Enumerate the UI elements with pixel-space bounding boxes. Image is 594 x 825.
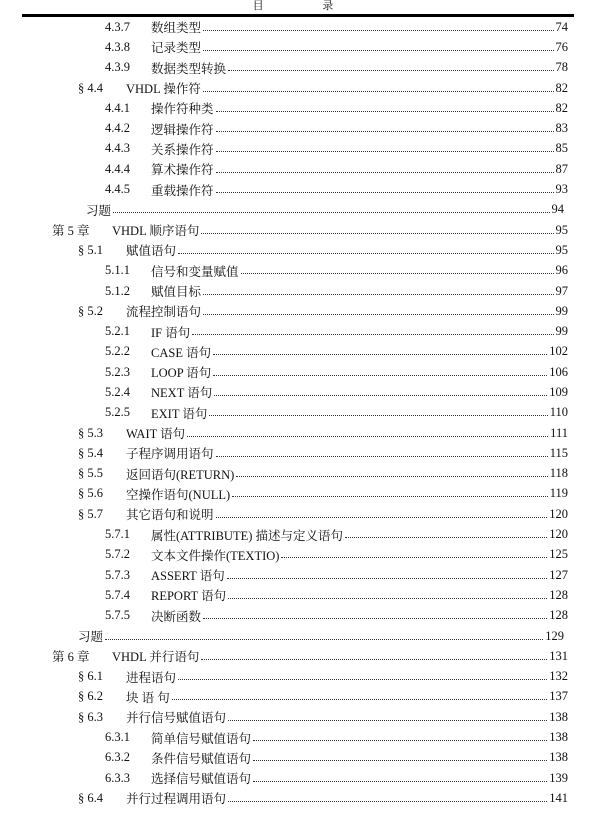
toc-entry-number: § 6.1: [78, 669, 103, 684]
toc-entry-title: LOOP 语句: [151, 366, 212, 381]
toc-entry-number: 5.7.5: [105, 608, 130, 623]
toc-entry-number: § 4.4: [78, 80, 103, 95]
toc-entry-title: 子程序调用语句: [126, 447, 214, 462]
toc-entry[interactable]: [0, 504, 594, 524]
toc-entry-number: § 6.3: [78, 709, 103, 724]
toc-entry-number: 第 5 章: [52, 224, 90, 239]
dot-leader: [213, 354, 547, 355]
toc-entry-page-number: 120: [549, 506, 568, 521]
toc-entry-title: ASSERT 语句: [151, 569, 225, 584]
toc-entry-title: 逻辑操作符: [151, 122, 214, 137]
toc-entry-title: 文本文件操作(TEXTIO): [151, 548, 280, 563]
dot-leader: [203, 294, 553, 295]
toc-entry-page-number: 94: [551, 202, 564, 217]
dot-leader: [216, 111, 554, 112]
toc-entry-number: 5.2.5: [105, 405, 130, 420]
toc-entry-title: CASE 语句: [151, 345, 212, 360]
toc-entry-title: 习题: [86, 203, 112, 218]
toc-entry[interactable]: [0, 727, 594, 747]
toc-entry-page-number: 96: [555, 263, 568, 278]
dot-leader: [113, 212, 549, 213]
toc-entry[interactable]: [0, 98, 594, 118]
toc-entry-number: § 6.2: [78, 689, 103, 704]
toc-entry-title: VHDL 并行语句: [112, 650, 200, 665]
toc-entry-page-number: 139: [549, 770, 568, 785]
dot-leader: [216, 456, 548, 457]
toc-entry[interactable]: [0, 342, 594, 362]
toc-entry-page-number: 109: [549, 384, 568, 399]
toc-entry-title: 关系操作符: [151, 142, 214, 157]
toc-entry[interactable]: [0, 464, 594, 484]
toc-entry[interactable]: [0, 565, 594, 585]
toc-entry-title: 赋值目标: [151, 285, 202, 299]
toc-entry-number: 第 6 章: [52, 650, 90, 665]
dot-leader: [216, 151, 554, 152]
toc-entry-page-number: 141: [549, 790, 568, 805]
toc-entry[interactable]: [0, 403, 594, 423]
dot-leader: [232, 496, 548, 497]
toc-entry-page-number: 131: [549, 648, 568, 663]
toc-entry-page-number: 115: [549, 445, 568, 460]
toc-entry[interactable]: [0, 301, 594, 321]
dot-leader: [172, 699, 547, 700]
dot-leader: [216, 131, 554, 132]
toc-entry-title: 重载操作符: [151, 183, 214, 198]
toc-entry-page-number: 120: [549, 527, 568, 542]
toc-entry[interactable]: [0, 17, 594, 37]
toc-entry-title: IF 语句: [151, 325, 191, 340]
toc-entry-number: 4.4.5: [105, 182, 130, 197]
toc-entry-title: 并行信号赋值语句: [126, 711, 227, 726]
toc-entry-title: 条件信号赋值语句: [151, 751, 252, 766]
toc-entry[interactable]: [0, 321, 594, 341]
dot-leader: [345, 537, 547, 538]
toc-entry[interactable]: [0, 788, 594, 808]
toc-entry[interactable]: [0, 261, 594, 281]
toc-entry-title: NEXT 语句: [151, 386, 213, 401]
toc-entry-title: 简单信号赋值语句: [151, 731, 252, 746]
toc-entry-title: WAIT 语句: [126, 427, 186, 442]
toc-entry-page-number: 95: [555, 242, 568, 257]
toc-entry[interactable]: [0, 667, 594, 687]
toc-entry-title: 信号和变量赋值: [151, 264, 239, 279]
toc-entry-title: 空操作语句(NULL): [126, 487, 231, 502]
toc-entry[interactable]: [0, 443, 594, 463]
toc-entry-page-number: 128: [549, 608, 568, 623]
toc-entry-number: 4.4.3: [105, 141, 130, 156]
toc-entry[interactable]: [0, 585, 594, 605]
dot-leader: [178, 253, 553, 254]
dot-leader: [187, 436, 548, 437]
dot-leader: [203, 30, 553, 31]
toc-entry-page-number: 138: [549, 750, 568, 765]
toc-entry-number: 5.7.3: [105, 567, 130, 582]
toc-entry-page-number: 111: [550, 425, 568, 440]
toc-entry[interactable]: [0, 768, 594, 788]
dot-leader: [253, 760, 547, 761]
toc-entry-number: 5.2.4: [105, 384, 130, 399]
toc-entry-page-number: 138: [549, 730, 568, 745]
toc-entry[interactable]: [0, 545, 594, 565]
toc-entry-page-number: 97: [555, 283, 568, 298]
dot-leader: [178, 679, 547, 680]
toc-entry-title: 操作符种类: [151, 102, 214, 117]
toc-entry-title: VHDL 顺序语句: [112, 224, 200, 239]
dot-leader: [228, 801, 547, 802]
toc-entry-title: 块 语 句: [126, 690, 170, 705]
toc-entry-page-number: 119: [549, 486, 568, 501]
toc-entry-page-number: 85: [555, 141, 568, 156]
toc-entry-title: 习题: [78, 630, 104, 645]
toc-entry[interactable]: [0, 78, 594, 98]
toc-entry-number: 6.3.1: [105, 730, 130, 745]
toc-entry-number: 6.3.3: [105, 770, 130, 785]
toc-entry-number: 5.2.1: [105, 324, 130, 339]
toc-entry-number: 4.4.2: [105, 121, 130, 136]
toc-entry-number: 4.4.4: [105, 161, 130, 176]
toc-entry[interactable]: [0, 139, 594, 159]
toc-entry-title: VHDL 操作符: [126, 82, 201, 97]
toc-entry-number: § 5.1: [78, 242, 103, 257]
toc-entry-title: 选择信号赋值语句: [151, 772, 252, 787]
toc-entry[interactable]: [0, 382, 594, 402]
dot-leader: [105, 639, 543, 640]
dot-leader: [214, 395, 547, 396]
toc-entry-number: § 5.3: [78, 425, 103, 440]
dot-leader: [209, 415, 547, 416]
dot-leader: [192, 334, 553, 335]
toc-entry-page-number: 93: [555, 182, 568, 197]
toc-entry[interactable]: [0, 220, 594, 240]
toc-entry[interactable]: [0, 524, 594, 544]
toc-entry-page-number: 95: [555, 222, 568, 237]
toc-entry-page-number: 118: [549, 466, 568, 481]
toc-entry[interactable]: [0, 646, 594, 666]
toc-entry-number: 6.3.2: [105, 750, 130, 765]
dot-leader: [228, 598, 547, 599]
toc-entry[interactable]: [0, 626, 594, 646]
toc-entry-title: 赋值语句: [126, 244, 177, 259]
table-of-contents: [0, 17, 594, 809]
toc-entry-title: 记录类型: [151, 41, 202, 56]
dot-leader: [201, 659, 547, 660]
toc-entry-number: 5.2.3: [105, 364, 130, 379]
toc-entry[interactable]: [0, 200, 594, 220]
toc-entry-page-number: 132: [549, 669, 568, 684]
dot-leader: [216, 172, 554, 173]
toc-entry[interactable]: [0, 179, 594, 199]
toc-entry-number: § 6.4: [78, 790, 103, 805]
dot-leader: [253, 740, 547, 741]
dot-leader: [281, 557, 547, 558]
toc-entry-number: 4.3.8: [105, 39, 130, 54]
toc-entry-number: 4.3.9: [105, 60, 130, 75]
toc-entry-title: 数组类型: [151, 21, 202, 36]
toc-entry-page-number: 83: [555, 121, 568, 136]
toc-entry-title: 其它语句和说明: [126, 508, 214, 523]
toc-entry[interactable]: [0, 362, 594, 382]
toc-entry-page-number: 99: [555, 303, 568, 318]
toc-entry[interactable]: [0, 281, 594, 301]
dot-leader: [241, 273, 554, 274]
toc-entry-number: § 5.7: [78, 506, 103, 521]
toc-entry-page-number: 106: [549, 364, 568, 379]
toc-entry[interactable]: [0, 606, 594, 626]
toc-entry-page-number: 74: [555, 19, 568, 34]
toc-entry[interactable]: [0, 118, 594, 138]
toc-entry-title: 算术操作符: [151, 163, 214, 178]
toc-entry-page-number: 87: [555, 161, 568, 176]
toc-entry-title: EXIT 语句: [151, 406, 208, 421]
toc-entry-number: 5.1.2: [105, 283, 130, 298]
page-header-title: 目 录: [252, 0, 362, 12]
toc-entry-number: § 5.5: [78, 466, 103, 481]
toc-entry-title: 数据类型转换: [151, 61, 227, 76]
toc-entry-number: 5.1.1: [105, 263, 130, 278]
toc-entry-page-number: 102: [549, 344, 568, 359]
toc-entry-page-number: 110: [549, 405, 568, 420]
toc-entry-page-number: 76: [555, 39, 568, 54]
dot-leader: [203, 618, 547, 619]
toc-entry-page-number: 138: [549, 709, 568, 724]
dot-leader: [253, 781, 547, 782]
toc-entry-page-number: 78: [555, 60, 568, 75]
dot-leader: [227, 578, 548, 579]
dot-leader: [216, 192, 554, 193]
dot-leader: [228, 720, 547, 721]
toc-entry-title: 决断函数: [151, 609, 202, 624]
toc-entry-title: REPORT 语句: [151, 589, 227, 604]
toc-entry-number: § 5.2: [78, 303, 103, 318]
toc-entry-number: § 5.4: [78, 445, 103, 460]
dot-leader: [236, 476, 547, 477]
toc-entry[interactable]: [0, 159, 594, 179]
toc-entry-page-number: 127: [549, 567, 568, 582]
toc-entry-number: 4.4.1: [105, 100, 130, 115]
dot-leader: [216, 517, 548, 518]
toc-entry-title: 返回语句(RETURN): [126, 467, 235, 482]
toc-entry-page-number: 82: [555, 80, 568, 95]
dot-leader: [203, 91, 554, 92]
toc-entry-title: 进程语句: [126, 670, 177, 685]
toc-entry-number: 5.7.1: [105, 527, 130, 542]
dot-leader: [228, 70, 553, 71]
toc-entry-number: 4.3.7: [105, 19, 130, 34]
toc-entry-number: 5.7.2: [105, 547, 130, 562]
toc-entry[interactable]: [0, 58, 594, 78]
toc-entry-page-number: 129: [545, 628, 564, 643]
toc-entry[interactable]: [0, 707, 594, 727]
toc-entry[interactable]: [0, 240, 594, 260]
toc-entry[interactable]: [0, 37, 594, 57]
toc-entry[interactable]: [0, 687, 594, 707]
toc-entry-title: 属性(ATTRIBUTE) 描述与定义语句: [151, 528, 343, 543]
toc-entry-page-number: 137: [549, 689, 568, 704]
dot-leader: [213, 375, 547, 376]
toc-entry-page-number: 125: [549, 547, 568, 562]
dot-leader: [203, 50, 553, 51]
toc-entry[interactable]: [0, 423, 594, 443]
dot-leader: [203, 314, 553, 315]
toc-entry-page-number: 82: [555, 100, 568, 115]
toc-entry-title: 并行过程调用语句: [126, 792, 227, 807]
toc-entry[interactable]: [0, 748, 594, 768]
toc-entry-title: 流程控制语句: [126, 305, 202, 320]
toc-entry-number: 5.2.2: [105, 344, 130, 359]
toc-entry-number: 5.7.4: [105, 587, 130, 602]
toc-entry-number: § 5.6: [78, 486, 103, 501]
toc-entry[interactable]: [0, 484, 594, 504]
toc-entry-page-number: 99: [555, 324, 568, 339]
dot-leader: [201, 233, 553, 234]
toc-entry-page-number: 128: [549, 587, 568, 602]
